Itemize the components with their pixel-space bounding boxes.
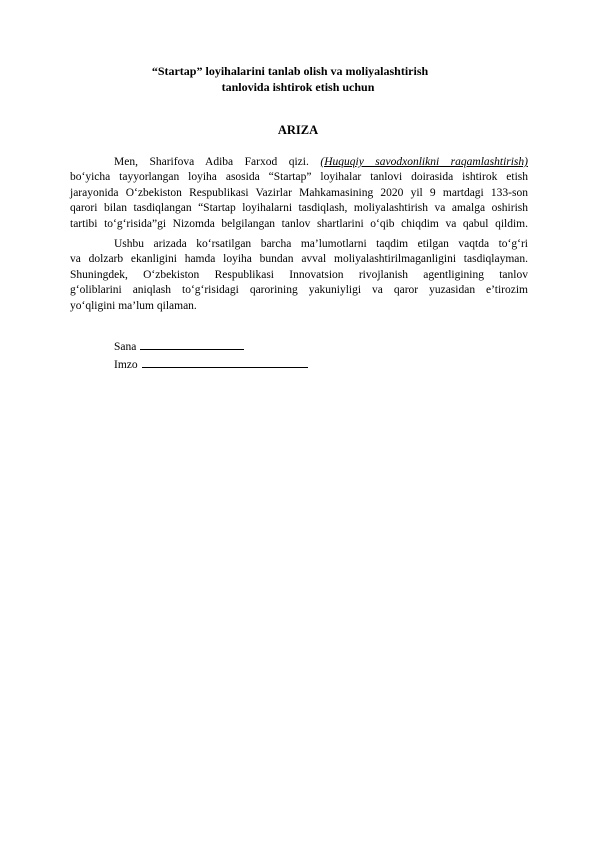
application-heading: ARIZA <box>277 123 319 137</box>
applicant-statement: Men, Sharifova Adiba Farxod qizi. <box>114 156 321 168</box>
document-title-line-1: “Startap” loyihalarini tanlab olish va moliyalashtirish <box>151 64 429 78</box>
paragraph-confirmation <box>70 237 528 314</box>
paragraph-line: qarori bilan tasdiqlangan “Startap loyihalarni tasdiqlash, moliyalashtirish va amalga oshirish <box>70 202 528 215</box>
paragraph-line: Shuningdek, O‘zbekiston Respublikasi Innovatsion rivojlanish agentligining tanlov <box>70 268 528 281</box>
paragraph-declaration <box>70 155 528 232</box>
paragraph-line: tartibi to‘g‘risida”gi Nizomda belgilangan tanlov shartlarini o‘qib chiqdim va qabul qildim. <box>70 217 528 230</box>
signature-label: Imzo <box>114 359 138 371</box>
paragraph-line <box>70 237 528 252</box>
paragraph-line: va dolzarb ekanligini hamda loyiha bundan avval moliyalashtirilmaganligini tasdiqlayman. <box>70 253 528 266</box>
paragraph-line-text: Ushbu arizada ko‘rsatilgan barcha ma’lumotlarni taqdim etilgan vaqtda to‘g‘ri <box>114 238 528 250</box>
date-label: Sana <box>114 341 137 353</box>
date-row <box>114 339 244 355</box>
signature-row <box>114 357 308 373</box>
paragraph-line: bo‘yicha tayyorlangan loyiha asosida “Startap” loyihalar tanlovi doirasida ishtirok etish <box>70 171 528 184</box>
paragraph-line <box>70 155 528 170</box>
paragraph-line: g‘oliblarini aniqlash to‘g‘risidagi qarorining yakuniyligi va qaror yuzasidan e’tirozim <box>70 284 528 297</box>
project-name: (Huquqiy savodxonlikni raqamlashtirish) <box>320 156 528 168</box>
paragraph-line: jarayonida O‘zbekiston Respublikasi Vazirlar Mahkamasining 2020 yil 9 martdagi 133-son <box>70 186 528 199</box>
paragraph-line: yo‘qligini ma’lum qilaman. <box>70 299 197 312</box>
document-title-line-2: tanlovida ishtirok etish uchun <box>221 80 375 94</box>
date-blank-line[interactable] <box>140 339 244 350</box>
signature-blank-line[interactable] <box>142 357 308 368</box>
